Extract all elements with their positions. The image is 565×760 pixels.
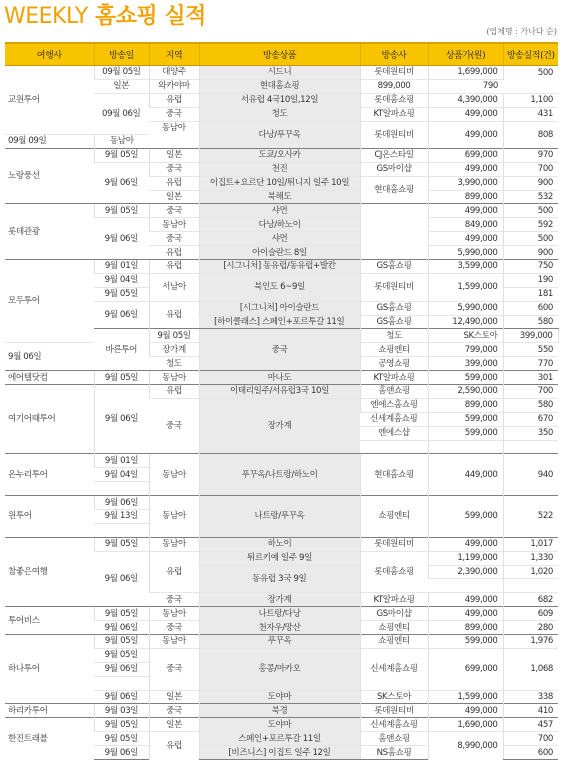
sales-cell: 338	[503, 690, 558, 704]
price-cell: 499,000	[428, 232, 503, 246]
region-cell: 중국	[149, 398, 199, 454]
price-cell: 790	[428, 79, 503, 93]
sales-cell	[503, 579, 558, 593]
agency-cell: 하나투어	[5, 635, 94, 704]
agency-cell: 원투어	[5, 496, 94, 538]
channel-cell: 쇼핑엔티	[360, 496, 428, 538]
channel-cell: 쇼핑엔티	[360, 621, 428, 635]
price-cell: 899,000	[428, 398, 503, 412]
product-cell: [하이클래스] 스페인+포르투갈 11일	[199, 315, 360, 329]
region-cell: 유럽	[149, 301, 199, 329]
date-cell: 9월 04일	[94, 468, 149, 482]
sales-cell: 500	[503, 232, 558, 246]
price-cell: 5,990,000	[428, 246, 503, 260]
date-cell: 9월 05일	[94, 648, 149, 662]
region-cell: 대양주	[149, 66, 199, 80]
sales-cell: 970	[503, 148, 558, 162]
price-cell: 499,000	[428, 607, 503, 621]
date-cell: 9월 05일	[94, 732, 149, 746]
date-cell: 9월 06일	[94, 496, 149, 510]
price-cell: SK스토아	[428, 329, 503, 343]
date-cell: 동남아	[94, 134, 149, 148]
product-cell: 다낭/하노이	[199, 218, 360, 232]
agency-cell: 온누리투어	[5, 454, 94, 496]
price-cell: 599,000	[428, 426, 503, 440]
date-cell: 9월 01일	[94, 454, 149, 468]
price-cell: 2,590,000	[428, 384, 503, 398]
price-cell: 1,690,000	[428, 718, 503, 732]
channel-cell: 쇼핑엔티	[360, 343, 428, 357]
date-cell: 9월 06일	[94, 662, 149, 676]
sales-cell: 580	[503, 315, 558, 329]
region-cell: 일본	[149, 190, 199, 204]
product-cell: 서유럽 4국10일,12일	[199, 93, 360, 107]
sales-cell: 1,017	[503, 537, 558, 551]
date-cell: 일본	[94, 79, 149, 93]
channel-cell: SK스토아	[360, 690, 428, 704]
channel-cell: 롯데원티비	[360, 121, 428, 148]
date-cell: 9월 04일	[94, 273, 149, 287]
agency-cell: 09월 09일	[5, 134, 94, 148]
price-cell: 499,000	[428, 593, 503, 607]
agency-cell: 모두투어	[5, 259, 94, 342]
price-cell: 499,000	[428, 162, 503, 176]
agency-cell: 참좋은여행	[5, 537, 94, 606]
product-cell: 아이슬란드 8일	[199, 246, 360, 260]
date-cell: 9월 06일	[94, 218, 149, 260]
sales-cell: 600	[503, 746, 558, 760]
agency-cell: 롯데관광	[5, 204, 94, 260]
sales-cell: 500	[503, 66, 558, 80]
price-cell: 499,000	[428, 204, 503, 218]
channel-cell: 899,000	[360, 79, 428, 93]
product-cell: 장가계	[199, 398, 360, 454]
product-cell: 북인도 6~9일	[199, 273, 360, 301]
date-cell	[94, 523, 149, 537]
price-cell: 5,990,000	[428, 301, 503, 315]
price-cell: 799,000	[428, 343, 503, 357]
price-cell: 1,699,000	[428, 66, 503, 80]
header-agency: 여행사	[5, 43, 94, 66]
date-cell: 9월 06일	[94, 551, 149, 607]
channel-cell: 홈앤쇼핑	[360, 384, 428, 398]
price-cell: 599,000	[428, 412, 503, 426]
sort-note: (업체명 : 가나다 순)	[486, 27, 557, 36]
sales-cell: 670	[503, 412, 558, 426]
date-cell: 9월 05일	[94, 204, 149, 218]
header-date: 방송일	[94, 43, 149, 66]
price-cell: 3,990,000	[428, 176, 503, 190]
sales-cell: 682	[503, 593, 558, 607]
sales-cell: 940	[503, 454, 558, 496]
header-region: 지역	[149, 43, 199, 66]
product-cell: [시그니처] 아이슬란드	[199, 301, 360, 315]
price-cell: 8,990,000	[428, 732, 503, 760]
product-cell: 튀르키예 일주 9일	[199, 551, 360, 565]
channel-cell: 롯데원티비	[360, 66, 428, 80]
product-cell: 시드니	[199, 66, 360, 80]
price-cell: 399,000	[428, 357, 503, 371]
channel-cell: 청도	[360, 329, 428, 343]
channel-cell: KT알파쇼핑	[360, 371, 428, 385]
channel-cell: 현대홈쇼핑	[360, 454, 428, 496]
price-cell: 599,000	[428, 496, 503, 538]
region-cell: 일본	[149, 148, 199, 162]
price-cell	[428, 579, 503, 593]
price-cell: 12,490,000	[428, 315, 503, 329]
product-cell: [시그니처] 동유럽/동유럽+발칸	[199, 259, 360, 273]
sales-cell: 580	[503, 398, 558, 412]
product-cell: 북해도	[199, 190, 360, 204]
agency-cell: 여기어때투어	[5, 384, 94, 453]
region-cell: 유럽	[149, 176, 199, 190]
date-cell: 09월 05일	[94, 66, 149, 80]
date-cell: 9월 06일	[94, 162, 149, 204]
table-row	[5, 454, 558, 468]
region-cell: 중국	[149, 162, 199, 176]
sales-cell: 431	[503, 107, 558, 121]
sales-cell: 1,068	[503, 648, 558, 690]
region-cell: 동남아	[149, 218, 199, 232]
header-sales: 방송실적(건)	[503, 43, 558, 66]
table-row	[5, 66, 558, 80]
channel-cell: CJ온스타일	[360, 148, 428, 162]
price-cell	[428, 440, 503, 454]
product-cell: 도야마	[199, 690, 360, 704]
product-cell: 샤먼	[199, 204, 360, 218]
product-cell: 홍콩/마카오	[199, 648, 360, 690]
region-cell: 동남아	[149, 496, 199, 538]
price-cell: 599,000	[428, 371, 503, 385]
price-cell: 499,000	[428, 107, 503, 121]
sales-cell: 808	[503, 121, 558, 148]
price-cell: 899,000	[428, 190, 503, 204]
sales-cell: 900	[503, 246, 558, 260]
region-cell: 동남아	[149, 537, 199, 551]
sales-cell: 770	[503, 357, 558, 371]
channel-cell	[360, 204, 428, 260]
product-cell: 푸꾸옥/나트랑/하노이	[199, 454, 360, 496]
region-cell: 유럽	[149, 246, 199, 260]
price-cell: 2,390,000	[428, 565, 503, 579]
sales-cell: 532	[503, 190, 558, 204]
product-cell: 도쿄/오사카	[199, 148, 360, 162]
date-cell: 09월 06일	[94, 93, 149, 134]
product-cell: 마나도	[199, 371, 360, 385]
region-cell: 유럽	[149, 384, 199, 398]
product-cell: 푸꾸옥	[199, 635, 360, 649]
sales-cell: 181	[503, 287, 558, 301]
sales-cell: 592	[503, 218, 558, 232]
sales-cell: 457	[503, 718, 558, 732]
product-cell: 하노이	[199, 537, 360, 551]
region-cell: 동남아	[149, 454, 199, 496]
channel-cell: NS홈쇼핑	[360, 746, 428, 760]
price-cell: 849,000	[428, 218, 503, 232]
channel-cell: KT알파쇼핑	[360, 593, 428, 607]
date-cell: 9월 05일	[94, 287, 149, 301]
date-cell: 9월 06일	[94, 384, 149, 453]
sales-cell	[503, 440, 558, 454]
region-cell: 동남아	[149, 121, 199, 134]
sales-cell: 301	[503, 371, 558, 385]
channel-cell	[360, 440, 428, 454]
table-header-row	[5, 43, 558, 66]
channel-cell: GS홈쇼핑	[360, 259, 428, 273]
sales-cell: 1,020	[503, 565, 558, 579]
region-cell: 중국	[149, 204, 199, 218]
product-cell: 이태리일주/서유럽3국 10일	[199, 384, 360, 398]
channel-cell: GS마이샵	[360, 607, 428, 621]
channel-cell: 엔에스홈쇼핑	[360, 398, 428, 412]
price-cell: 1,199,000	[428, 551, 503, 565]
product-cell: 나트랑/다낭	[199, 607, 360, 621]
sales-cell: 609	[503, 607, 558, 621]
channel-cell: 롯데홈쇼핑	[360, 93, 428, 107]
region-cell: 유럽	[149, 93, 199, 107]
sales-cell: 700	[503, 384, 558, 398]
region-cell: 중국	[149, 704, 199, 718]
header-channel: 방송사	[360, 43, 428, 66]
sales-cell: 900	[503, 176, 558, 190]
date-cell: 9월 01일	[94, 259, 149, 273]
sales-cell: 350	[503, 426, 558, 440]
sales-cell: 522	[503, 496, 558, 538]
title-weekly: WEEKLY	[4, 4, 88, 29]
price-cell: 499,000	[428, 121, 503, 148]
table-row	[5, 371, 558, 385]
table-row	[5, 148, 558, 162]
price-cell: 499,000	[428, 537, 503, 551]
sales-cell: 550	[503, 343, 558, 357]
channel-cell: 쇼핑엔티	[360, 635, 428, 649]
sales-cell: 700	[503, 732, 558, 746]
table-row	[5, 259, 558, 273]
region-cell: 유럽	[149, 732, 199, 760]
date-cell: 9월 05일	[94, 718, 149, 732]
region-cell: 중국	[149, 232, 199, 246]
table-row	[5, 704, 558, 718]
product-cell: [비즈니스] 이집트 일주 12일	[199, 746, 360, 760]
channel-cell: GS홈쇼핑	[360, 301, 428, 315]
channel-cell: 롯데원티비	[360, 704, 428, 718]
price-cell: 599,000	[428, 635, 503, 649]
sales-cell: 1,330	[503, 551, 558, 565]
agency-cell: 교원투어	[5, 66, 94, 135]
table-row	[5, 384, 558, 398]
product-cell: 천진	[199, 162, 360, 176]
agency-cell: 하리카투어	[5, 704, 94, 718]
date-cell: 바른투어	[94, 329, 149, 371]
date-cell: 9월 03일	[94, 704, 149, 718]
date-cell: 9월 05일	[94, 148, 149, 162]
sales-cell: 500	[503, 204, 558, 218]
region-cell: 동남아	[149, 371, 199, 385]
sales-cell: 410	[503, 704, 558, 718]
title-korean: 홈쇼핑 실적	[94, 4, 206, 29]
product-cell: 도야마	[199, 718, 360, 732]
table-row	[5, 496, 558, 510]
price-cell: 3,599,000	[428, 259, 503, 273]
product-cell: 이집트+요르단 10일/튀니지 일주 10일	[199, 176, 360, 190]
channel-cell: 엔에스샵	[360, 426, 428, 440]
region-cell: 중국	[149, 107, 199, 121]
channel-cell: GS마이샵	[360, 162, 428, 176]
table-row	[5, 607, 558, 621]
region-cell: 동남아	[149, 607, 199, 621]
sales-cell: 600	[503, 301, 558, 315]
table-row	[5, 204, 558, 218]
sales-cell: 399,000	[503, 329, 558, 343]
region-cell: 일본	[149, 718, 199, 732]
date-cell: 9월 05일	[94, 607, 149, 621]
table-body	[5, 66, 558, 760]
region-cell: 중국	[149, 621, 199, 635]
price-cell: 1,599,000	[428, 690, 503, 704]
table-row	[5, 537, 558, 551]
weekly-sales-table	[5, 42, 558, 760]
channel-cell: 홈앤쇼핑	[360, 732, 428, 746]
agency-cell: 에어텔닷컴	[5, 371, 94, 385]
date-cell: 9월 06일	[94, 690, 149, 704]
product-cell: 샤먼	[199, 232, 360, 246]
sales-cell: 700	[503, 162, 558, 176]
product-cell: 중국	[199, 329, 360, 371]
price-cell: 499,000	[428, 704, 503, 718]
header-product: 방송상품	[199, 43, 360, 66]
date-cell: 9월 13일	[94, 510, 149, 524]
product-cell: 동유럽 3국 9일	[199, 565, 360, 593]
region-cell: 와카야마	[149, 79, 199, 93]
date-cell: 9월 05일	[94, 537, 149, 551]
price-cell: 699,000	[428, 148, 503, 162]
region-cell: 동남아	[149, 635, 199, 649]
price-cell: 1,599,000	[428, 273, 503, 301]
region-cell: 청도	[149, 357, 199, 371]
header-price: 상품가(원)	[428, 43, 503, 66]
product-cell: 북경	[199, 704, 360, 718]
channel-cell: 공영쇼핑	[360, 357, 428, 371]
price-cell: 4,390,000	[428, 93, 503, 107]
product-cell: 장가계	[199, 593, 360, 607]
date-cell: 9월 05일	[94, 635, 149, 649]
channel-cell: 신세계홈쇼핑	[360, 412, 428, 426]
price-cell: 449,000	[428, 454, 503, 496]
agency-cell: 한진트래블	[5, 718, 94, 760]
product-cell: 나트랑/푸꾸옥	[199, 496, 360, 538]
product-cell: 현대홈쇼핑	[199, 79, 360, 93]
product-cell: 천자우/망산	[199, 621, 360, 635]
table-row	[5, 635, 558, 649]
price-cell: 699,000	[428, 648, 503, 690]
region-cell: 서남아	[149, 273, 199, 301]
sales-cell: 190	[503, 273, 558, 287]
sales-cell: 750	[503, 259, 558, 273]
sales-cell: 280	[503, 621, 558, 635]
date-cell	[94, 676, 149, 690]
region-cell: 일본	[149, 690, 199, 704]
date-cell: 9월 06일	[94, 746, 149, 760]
product-cell: 스페인+포르투갈 11일	[199, 732, 360, 746]
date-cell: 9월 06일	[94, 301, 149, 329]
product-cell: 청도	[199, 107, 360, 121]
channel-cell: GS홈쇼핑	[360, 315, 428, 329]
channel-cell: 롯데홈쇼핑	[360, 551, 428, 593]
price-cell: 899,000	[428, 621, 503, 635]
agency-cell: 노랑풍선	[5, 148, 94, 204]
agency-cell: 투어비스	[5, 607, 94, 635]
date-cell	[94, 482, 149, 496]
date-cell: 9월 06일	[94, 621, 149, 635]
channel-cell: 현대홈쇼핑	[360, 176, 428, 204]
region-cell: 중국	[149, 593, 199, 607]
date-cell: 9월 05일	[94, 371, 149, 385]
region-cell: 유럽	[149, 259, 199, 273]
channel-cell: 롯데원티비	[360, 273, 428, 301]
region-cell: 9월 05일	[149, 329, 199, 343]
channel-cell: KT알파쇼핑	[360, 107, 428, 121]
product-cell: 다낭/푸꾸옥	[199, 121, 360, 148]
sales-cell: 1,976	[503, 635, 558, 649]
channel-cell: 신세계홈쇼핑	[360, 718, 428, 732]
agency-cell: 9월 06일	[5, 343, 94, 371]
region-cell: 유럽	[149, 551, 199, 593]
channel-cell: 롯데원티비	[360, 537, 428, 551]
sales-cell: 1,100	[503, 93, 558, 107]
region-cell: 장가계	[149, 343, 199, 357]
table-row	[5, 718, 558, 732]
channel-cell: 신세계홈쇼핑	[360, 648, 428, 690]
region-cell: 중국	[149, 648, 199, 690]
page-title	[4, 2, 206, 32]
